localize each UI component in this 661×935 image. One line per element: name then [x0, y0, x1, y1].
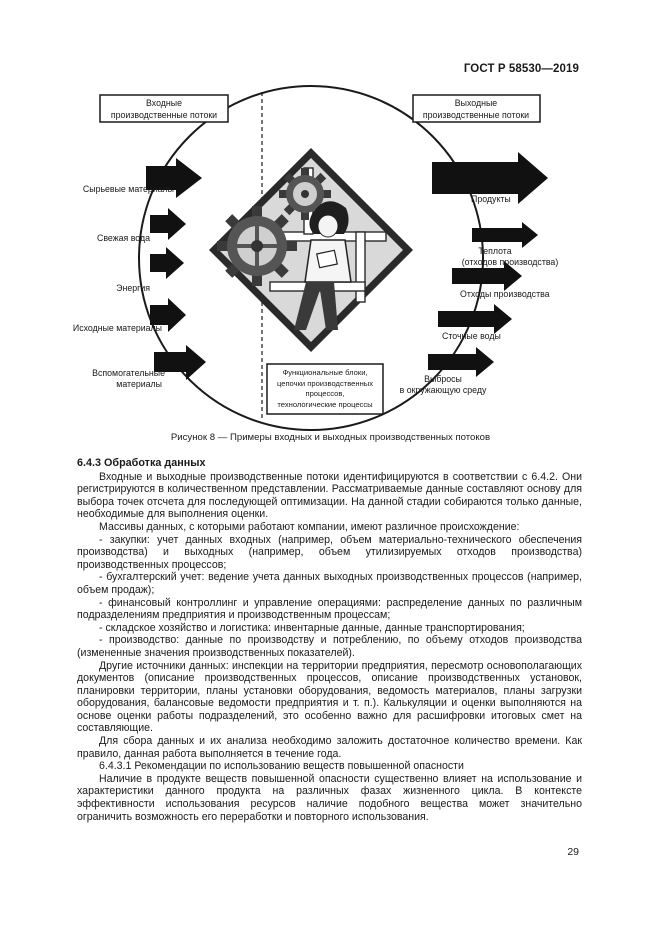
list-item: - складское хозяйство и логистика: инвентарные данные, данные транспортирования; [99, 621, 525, 634]
paragraph: Для сбора данных и их анализа необходимо заложить достаточное количество времени. Как правило, данная работа выполняется в течение года. [77, 735, 582, 760]
output-label-emissions-1: Выбросы [424, 374, 462, 384]
input-label-energy: Энергия [116, 283, 150, 293]
output-label-emissions-2: в окружающую среду [399, 385, 487, 395]
center-box-line-4: технологические процессы [277, 400, 373, 409]
input-arrow-3 [150, 247, 184, 279]
subsection-heading: 6.4.3.1 Рекомендации по использованию веществ повышенной опасности [99, 760, 464, 773]
output-arrow-5 [428, 347, 494, 377]
center-box-line-2: цепочки производственных [276, 379, 374, 388]
inputs-title-line-2: производственные потоки [110, 110, 218, 120]
standard-header: ГОСТ Р 58530—2019 [463, 63, 579, 75]
input-arrow-2 [150, 208, 186, 240]
production-flows-figure [0, 0, 661, 450]
paragraph: Наличие в продукте веществ повышенной опасности существенно влияет на использование и характеристики данного продукта на различных фазах жизненного цикла. В контексте эффективности использования ресурсов наличие подобного вещества может значительно ограничить возможность его переработки и повторного использования. [77, 772, 582, 823]
output-label-heat-2: (отходов производства) [461, 257, 559, 267]
output-label-products: Продукты [471, 194, 511, 204]
paragraph: Входные и выходные производственные потоки идентифицируются в соответствии с 6.4.2. Они регистрируются в количественном представлении. Рассматриваемые данные составляют основу для выбора точек отсчета для последующей оптимизации. На данной стадии собираются только данные, необходимые для выполнения оценки. [77, 470, 582, 521]
paragraph: Массивы данных, с которыми работают компании, имеют различное происхождение: [99, 520, 520, 533]
paragraph: Другие источники данных: инспекции на территории предприятия, пересмотр основополагающих документов (описание производственных процессов, описание производственных установок, планировки территории, планы установки оборудования, ведомость материалов, планы загрузки оборудования, балансовые ведомости предприятия и т. п.). Калькуляции и оценки выполняются на основе оценки работы подразделений, это особенно важно для расшифровки итоговых смет на составляющие. [77, 659, 582, 735]
section-body [77, 457, 582, 823]
list-item: - финансовый контроллинг и управление операциями: распределение данных по различным подразделениям предприятия и производственным процессам; [77, 596, 582, 622]
outputs-title-box [413, 95, 540, 122]
outputs-title-line-2: производственные потоки [422, 110, 530, 120]
input-label-raw-materials: Сырьевые материалы [82, 184, 174, 194]
outputs-title-line-1: Выходные [454, 98, 498, 108]
output-label-heat-1: Теплота [478, 246, 512, 256]
center-box-line-3: процессов, [305, 389, 345, 398]
list-item: - производство: данные по производству и потреблению, по объему отходов производства (измененные значения производственных показателей). [77, 634, 582, 659]
gear-icon [217, 206, 297, 286]
figure-caption: Рисунок 8 — Примеры входных и выходных производственных потоков [170, 432, 491, 443]
section-heading: 6.4.3 Обработка данных [77, 457, 206, 469]
output-label-production-waste: Отходы производства [460, 289, 550, 299]
input-label-auxiliary-materials-1: Вспомогательные [92, 368, 165, 378]
output-label-wastewater: Сточные воды [442, 331, 501, 341]
input-label-fresh-water: Свежая вода [96, 233, 150, 243]
input-label-auxiliary-materials-2: материалы [116, 379, 162, 389]
center-box-line-1: Функциональные блоки, [282, 368, 368, 377]
inputs-title-box [100, 95, 228, 122]
center-box [267, 364, 383, 414]
list-item: - бухгалтерский учет: ведение учета данных выходных производственных процессов (например, объем продаж); [77, 571, 582, 596]
input-label-source-materials: Исходные материалы [72, 323, 162, 333]
inputs-title-line-1: Входные [146, 98, 182, 108]
process-illustration [209, 148, 413, 352]
list-item: - закупки: учет данных входных (например, объем материально-технического обеспечения производства) и выходных (например, объем утилизируемых отходов производства) производственных процессов; [77, 533, 582, 571]
page-number: 29 [567, 846, 579, 858]
